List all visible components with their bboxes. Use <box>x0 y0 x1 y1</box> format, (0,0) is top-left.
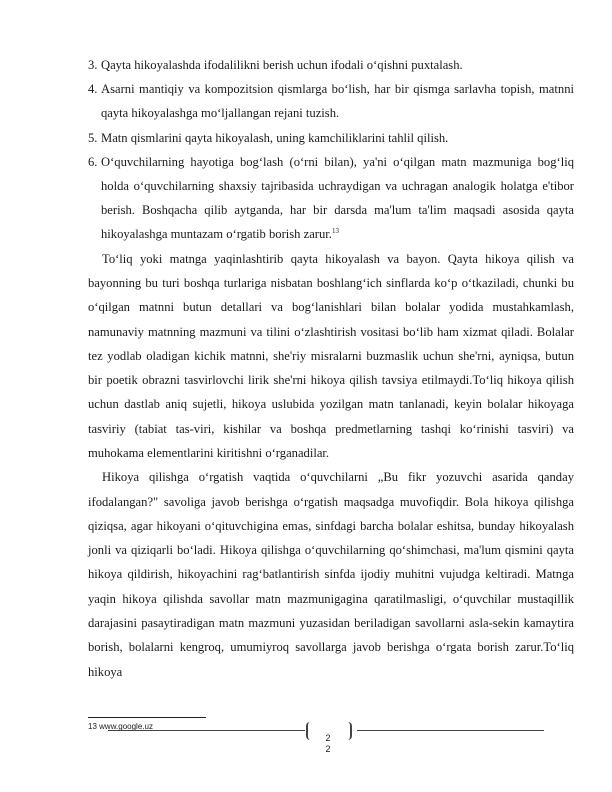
body-text <box>88 53 574 684</box>
list-number: 4. <box>88 82 98 97</box>
list-number: 5. <box>88 130 98 145</box>
list-text: Asarni mantiqiy va kompozitsion qismlarga bo‘lish, har bir qismga sarlavha topish, matnni qayta hikoyalashga mo‘ljallangan rejani tuzish. <box>101 82 574 121</box>
footer-line-right <box>357 730 544 731</box>
list-number: 3. <box>88 58 98 72</box>
footnote-ref[interactable]: 13 <box>331 227 339 236</box>
list-item <box>88 126 574 150</box>
paragraph: To‘liq yoki matnga yaqinlashtirib qayta hikoyalash va bayon. Qayta hikoya qilish va bayonning bu turi boshqa turlariga nisbatan boshlang‘ich sinflarda ko‘p o‘tkaziladi, chunki bu o‘qilgan matnni butun detallari va bog‘lanishlari bilan bolalar yodida mustahkamlash, namunaviy matnning mazmuni va tilini o‘zlashtirish vositasi bo‘lib ham xizmat qiladi. Bolalar tez yodlab oladigan kichik matnni, she'riy misralarni buzmaslik uchun she'rni, ayniqsa, butun bir poetik obrazni tasvirlovchi lirik she'rni hikoya qilish tavsiya etilmaydi.To‘liq hikoya qilish uchun dastlab aniq sujetli, hikoya uslubida yozilgan matn tanlanadi, keyin bolalar hikoyaga tasviriy (tabiat tas-viri, kishilar va boshqa predmetlarning tashqi ko‘rinishi tasviri) va muhokama elementlarini kiritishni o‘rganadilar. <box>88 251 574 460</box>
list-text: Qayta hikoyalashda ifodalilikni berish uchun ifodali o‘qishni puxtalash. <box>101 58 463 72</box>
list-item <box>88 77 574 125</box>
page-number-bracket-left <box>306 722 313 740</box>
footnote-divider <box>88 717 206 718</box>
list-text: O‘quvchilarning hayotiga bog‘lash (o‘rni bilan), ya'ni o‘qilgan matn mazmuniga bog‘liq holda o‘quvchilarning shaxsiy tajribasida uchraydigan va uchragan analogik holatga e'tibor berish. Boshqacha qilib aytganda, har bir darsda ma'lum ta'lim maqsadi asosida qayta hikoyalashga muntazam o‘rgatib borish zarur. <box>101 154 574 242</box>
list-number: 6. <box>88 154 98 169</box>
footer-line-left <box>108 730 305 731</box>
footnote-text[interactable]: www.google.uz <box>99 722 153 731</box>
list-item <box>88 53 574 77</box>
page-number-line1: 2 <box>325 733 331 743</box>
list-text: Matn qismlarini qayta hikoyalash, uning kamchiliklarini tahlil qilish. <box>101 130 449 145</box>
page-number-bracket-right <box>345 722 352 740</box>
list-item <box>88 150 574 247</box>
footnote-number: 13 <box>88 722 97 731</box>
page-number-line2: 2 <box>325 744 331 754</box>
paragraph: Hikoya qilishga o‘rgatish vaqtida o‘quvchilarni „Bu fikr yozuvchi asarida qanday ifodalangan?" savoliga javob berishga o‘rgatish maqsadga muvofiqdir. Bola hikoya qilishga qiziqsa, agar hikoyani o‘qituvchigina emas, sinfdagi barcha bolalar eshitsa, bunday hikoyalash jonli va qiziqarli bo‘ladi. Hikoya qilishga o‘quvchilarning qo‘shimchasi, ma'lum qismini qayta hikoya qildirish, hikoyachini rag‘batlantirish sinfda ijodiy muhitni vujudga keltiradi. Matnga yaqin hikoya qilishda savollar matn mazmunigagina qaratilmasligi, o‘quvchilar mustaqillik darajasini pasaytiradigan matn mazmuni yuzasidan beriladigan savollarni asla-sekin kamaytira borish, bolalarni kengroq, umumiyroq savollarga javob berishga o‘rgata borish zarur.To‘liq hikoya <box>88 470 574 679</box>
